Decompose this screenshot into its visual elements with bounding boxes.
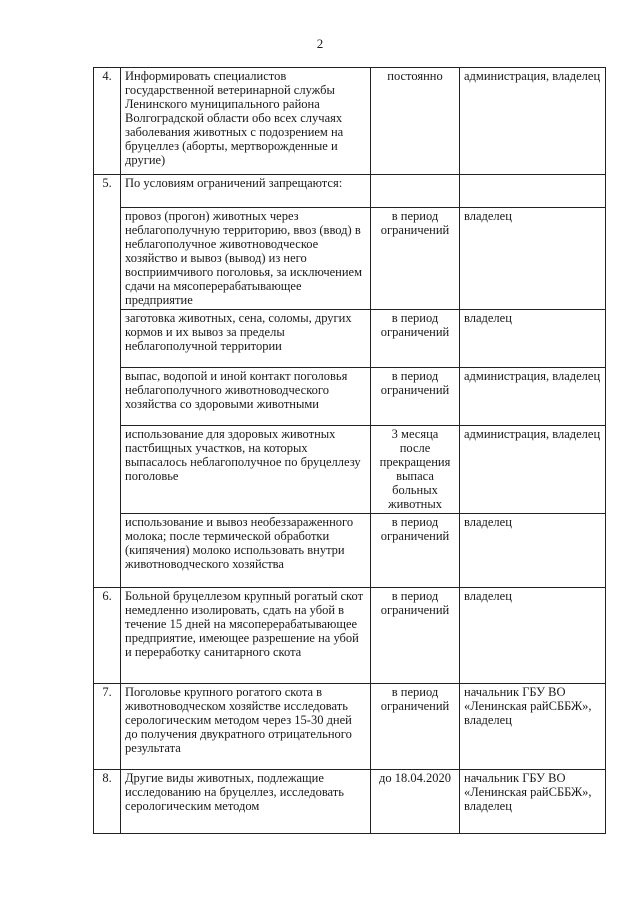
table-row [94, 310, 606, 368]
row-responsible: администрация, владелец [460, 368, 606, 426]
row-responsible [460, 175, 606, 208]
row-term: в период ограничений [371, 514, 460, 588]
row-action: Другие виды животных, подлежащие исследованию на бруцеллез, исследовать серологическим методом [121, 770, 371, 834]
row-responsible: владелец [460, 208, 606, 310]
row-term: в период ограничений [371, 310, 460, 368]
row-term: в период ограничений [371, 684, 460, 770]
row-action: выпас, водопой и иной контакт поголовья неблагополучного животноводческого хозяйства со здоровыми животными [121, 368, 371, 426]
row-responsible: администрация, владелец [460, 68, 606, 175]
row-term: в период ограничений [371, 368, 460, 426]
row-responsible: начальник ГБУ ВО «Ленинская райСББЖ», владелец [460, 684, 606, 770]
table-row [94, 368, 606, 426]
row-responsible: начальник ГБУ ВО «Ленинская райСББЖ», владелец [460, 770, 606, 834]
row-action: использование для здоровых животных пастбищных участков, на которых выпасалось неблагополучное по бруцеллезу поголовье [121, 426, 371, 514]
row-term: до 18.04.2020 [371, 770, 460, 834]
row-responsible: владелец [460, 514, 606, 588]
table-row [94, 588, 606, 684]
table-row [94, 684, 606, 770]
row-number: 4. [94, 68, 121, 175]
measures-table [93, 67, 606, 834]
row-term: 3 месяца после прекращения выпаса больных животных [371, 426, 460, 514]
row-responsible: владелец [460, 310, 606, 368]
row-action: По условиям ограничений запрещаются: [121, 175, 371, 208]
row-term: в период ограничений [371, 588, 460, 684]
table-row [94, 175, 606, 208]
row-responsible: администрация, владелец [460, 426, 606, 514]
row-responsible: владелец [460, 588, 606, 684]
table-row [94, 426, 606, 514]
row-number: 6. [94, 588, 121, 684]
page-number: 2 [316, 36, 324, 51]
row-term: постоянно [371, 68, 460, 175]
row-action: Информировать специалистов государственной ветеринарной службы Ленинского муниципального района Волгоградской области обо всех случаях заболевания животных с подозрением на бруцеллез (аборты, мертворожденные и другие) [121, 68, 371, 175]
row-number: 7. [94, 684, 121, 770]
table-row [94, 208, 606, 310]
row-action: заготовка животных, сена, соломы, других кормов и их вывоз за пределы неблагополучной территории [121, 310, 371, 368]
row-action: провоз (прогон) животных через неблагополучную территорию, ввоз (ввод) в неблагополучное животноводческое хозяйство и вывоз (вывод) из него восприимчивого поголовья, за исключением сдачи на мясоперерабатывающее предприятие [121, 208, 371, 310]
table-row [94, 514, 606, 588]
row-action: Больной бруцеллезом крупный рогатый скот немедленно изолировать, сдать на убой в течение 15 дней на мясоперерабатывающее предприятие, имеющее разрешение на убой и переработку санитарного скота [121, 588, 371, 684]
row-number: 5. [94, 175, 121, 588]
row-action: Поголовье крупного рогатого скота в животноводческом хозяйстве исследовать серологическим методом через 15-30 дней до получения двукратного отрицательного результата [121, 684, 371, 770]
row-term [371, 175, 460, 208]
table-row [94, 68, 606, 175]
row-action: использование и вывоз необеззараженного молока; после термической обработки (кипячения) молоко использовать внутри животноводческого хозяйства [121, 514, 371, 588]
row-term: в период ограничений [371, 208, 460, 310]
row-number: 8. [94, 770, 121, 834]
table-row [94, 770, 606, 834]
